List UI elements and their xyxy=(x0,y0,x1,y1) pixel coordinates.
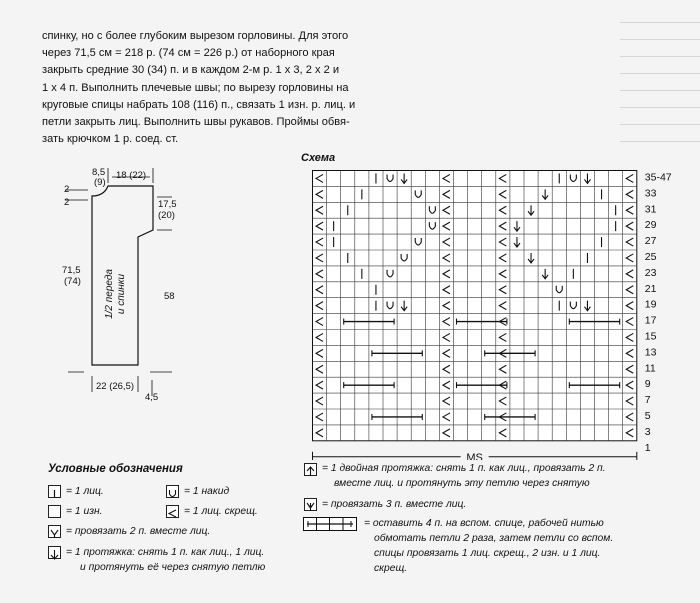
row-label: 7 xyxy=(644,394,651,407)
legend-knit: = 1 лиц. xyxy=(66,486,104,497)
row-label: 13 xyxy=(644,346,657,359)
legend-yarn-over: = 1 накид xyxy=(184,486,230,497)
legend-double-line: = 1 двойная протяжка: снять 1 п. как лиц., провязать 2 п. xyxy=(322,463,606,474)
hem-label: 4,5 xyxy=(145,392,159,403)
legend-double-line: вместе лиц. и протянуть эту петлю через снятую xyxy=(334,478,590,489)
chart-grid xyxy=(313,171,637,441)
neck-width-label: 8,5 xyxy=(92,167,106,178)
knit-icon xyxy=(48,485,61,498)
text-line: петли закрыть лиц. Выполнить швы рукавов. Проймы обвя- xyxy=(42,116,350,129)
double-decrease-icon xyxy=(304,463,317,476)
row-label: 19 xyxy=(644,298,657,311)
twisted-knit-icon xyxy=(166,505,179,518)
row-label: 31 xyxy=(644,203,657,216)
knitting-chart xyxy=(296,164,700,460)
legend-cable-line: спицы провязать 1 лиц. скрещ., 2 изн. и 1 лиц. xyxy=(374,548,601,559)
neck-width-alt-label: (9) xyxy=(94,177,106,188)
row-label: 11 xyxy=(644,362,656,375)
legend-ssk-line: = 1 протяжка: снять 1 п. как лиц., 1 лиц. xyxy=(66,547,265,558)
shoulder-width-label: 18 (22) xyxy=(116,170,147,181)
neck-depth-label: 2 xyxy=(64,197,70,208)
legend-double-decrease xyxy=(322,461,606,491)
piece-label-line: и спинки xyxy=(116,273,127,315)
row-label: 9 xyxy=(644,378,651,391)
legend-k2tog: = провязать 2 п. вместе лиц. xyxy=(66,526,211,537)
armhole-label: 17,5 xyxy=(158,199,177,210)
row-label: 23 xyxy=(644,266,657,279)
row-label: 25 xyxy=(644,251,657,263)
row-label: 15 xyxy=(644,330,657,343)
text-line: круговые спицы набрать 108 (116) п., связать 1 изн. р. лиц. и xyxy=(42,98,356,111)
piece-label xyxy=(104,230,128,358)
length-alt-label: (74) xyxy=(64,276,81,287)
pattern-diagram xyxy=(0,0,300,410)
k3tog-icon xyxy=(304,498,317,511)
length-label: 71,5 xyxy=(62,265,81,276)
schema-title: Схема xyxy=(301,152,336,164)
text-line: 1 х 4 п. Выполнить плечевые швы; по вырезу горловины на xyxy=(42,81,349,94)
legend-ssk xyxy=(66,545,265,575)
legend-title: Условные обозначения xyxy=(48,463,183,475)
row-label: 35-47 xyxy=(644,171,672,184)
text-line: через 71,5 см = 218 р. (74 см = 226 р.) от наборного края xyxy=(42,47,335,60)
row-label: 3 xyxy=(644,425,651,438)
legend-cable-line: скрещ. xyxy=(374,563,408,574)
text-line: спинку, но с более глубоким вырезом горловины. Для этого xyxy=(42,30,349,42)
k2tog-icon xyxy=(48,525,61,538)
repeat-label: MS xyxy=(466,451,483,460)
legend-k3tog: = провязать 3 п. вместе лиц. xyxy=(322,499,467,510)
row-label: 33 xyxy=(644,187,657,200)
ssk-icon xyxy=(48,546,61,559)
legend-purl: = 1 изн. xyxy=(66,506,103,517)
row-label: 17 xyxy=(644,314,657,327)
row-label: 5 xyxy=(644,410,651,422)
piece-label-line: 1/2 переда xyxy=(104,269,115,319)
legend-twisted-knit: = 1 лиц. скрещ. xyxy=(184,506,258,517)
row-label: 1 xyxy=(644,441,651,454)
text-line: закрыть средние 30 (34) п. и в каждом 2-м р. 1 х 3, 2 х 2 и xyxy=(42,64,340,77)
row-label: 21 xyxy=(644,282,657,295)
bleed-through-text xyxy=(620,22,700,152)
neck-depth-label: 2 xyxy=(64,184,70,195)
text-line: зать крючком 1 р. соед. ст. xyxy=(42,133,179,146)
row-label: 29 xyxy=(644,219,657,232)
purl-icon xyxy=(48,505,61,518)
bottom-width-label: 22 (26,5) xyxy=(96,381,135,392)
total-height-label: 58 xyxy=(164,291,175,302)
legend-ssk-line: и протянуть её через снятую петлю xyxy=(80,562,266,573)
yarn-over-icon xyxy=(166,485,179,498)
row-label: 27 xyxy=(644,235,657,248)
legend-cable-line: обмотать петли 2 раза, затем петли со вспом. xyxy=(374,533,614,544)
legend-cable xyxy=(364,516,613,576)
armhole-alt-label: (20) xyxy=(158,210,175,221)
legend-cable-line: = оставить 4 п. на вспом. спице, рабочей нитью xyxy=(364,518,604,529)
cable-wrap-icon xyxy=(303,517,357,531)
